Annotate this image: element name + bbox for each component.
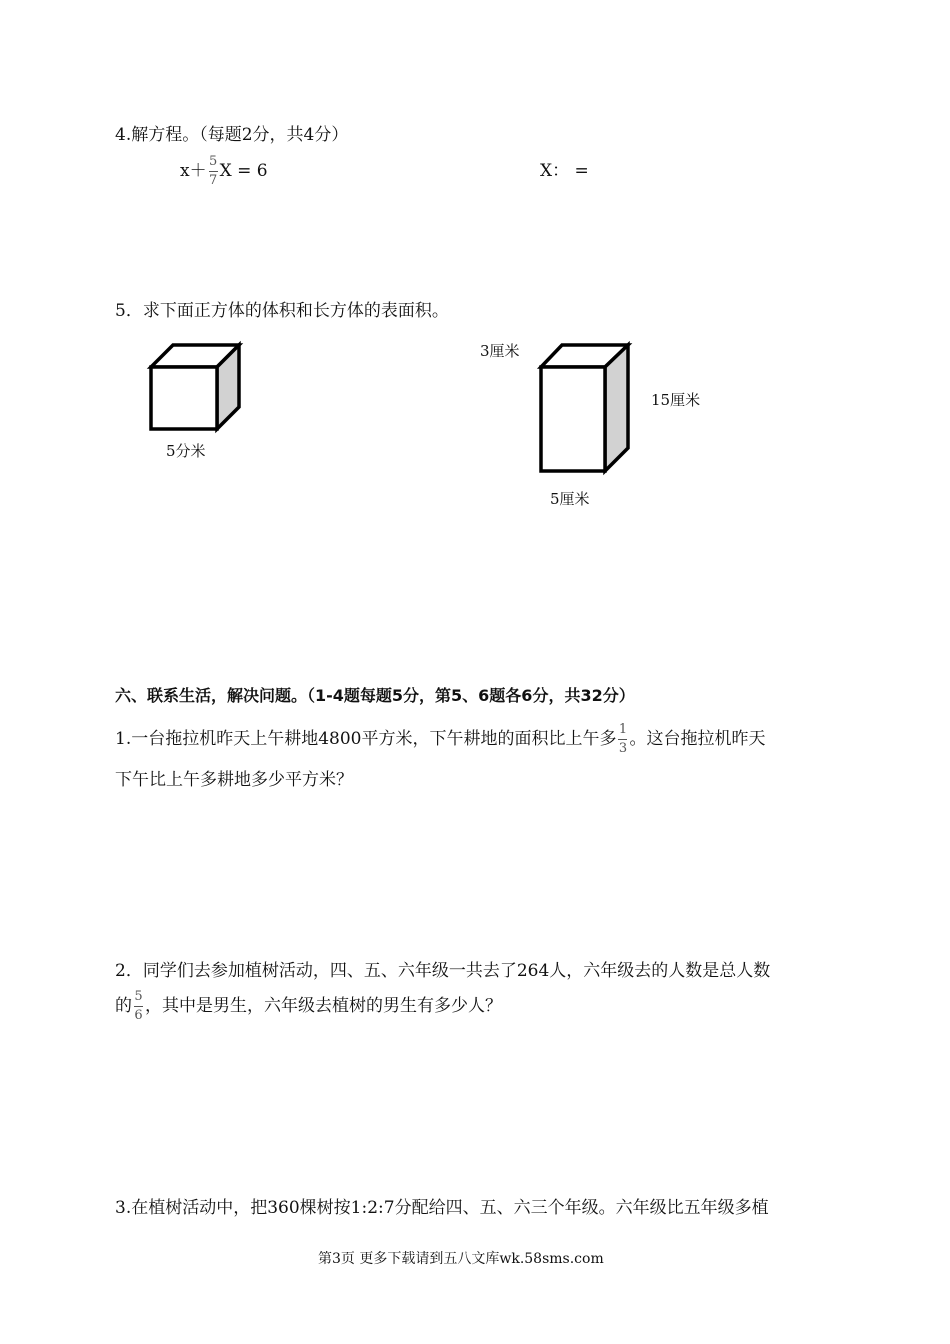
problem-2-text-b: ，其中是男生，六年级去植树的男生有多少人？ (145, 996, 502, 1016)
problem-2-line-2 (115, 990, 502, 1023)
problem-1-line-2: 下午比上午多耕地多少平方米？ (115, 770, 353, 790)
q4-heading: 4.解方程。（每题2分，共4分） (115, 125, 349, 145)
problem-2-fraction (134, 990, 143, 1023)
problem-1-text-b: 。这台拖拉机昨天 (629, 729, 766, 749)
p1-frac-denominator: 3 (618, 741, 628, 756)
cube-label: 5分米 (166, 442, 206, 460)
cuboid-bottom-label: 5厘米 (550, 490, 590, 508)
p1-frac-numerator: 1 (618, 722, 628, 737)
problem-1-text-a: 1.一台拖拉机昨天上午耕地4800平方米，下午耕地的面积比上午多 (115, 729, 617, 749)
cuboid-figure (540, 343, 640, 478)
eq1-fraction (209, 155, 218, 188)
section-6-heading: 六、联系生活，解决问题。（1-4题每题5分，第5、6题各6分，共32分） (115, 686, 635, 705)
q5-heading: 5．求下面正方体的体积和长方体的表面积。 (115, 301, 449, 321)
cuboid-top-label: 3厘米 (480, 342, 520, 360)
p2-frac-denominator: 6 (134, 1008, 143, 1023)
problem-2-line-1: 2．同学们去参加植树活动，四、五、六年级一共去了264人，六年级去的人数是总人数 (115, 961, 771, 981)
q4-equation-1 (180, 155, 268, 188)
cube-figure (150, 340, 250, 435)
problem-1-line-1 (115, 723, 765, 756)
eq1-frac-denominator: 7 (208, 173, 218, 188)
problem-2-text-a: 的 (115, 996, 132, 1016)
eq1-frac-numerator: 5 (208, 154, 218, 169)
eq1-right: X = 6 (219, 161, 268, 181)
p2-frac-numerator: 5 (134, 989, 143, 1004)
problem-1-fraction (618, 723, 627, 756)
problem-3-line-1: 3.在植树活动中，把360棵树按1:2:7分配给四、五、六三个年级。六年级比五年级多植 (115, 1198, 769, 1218)
q4-equation-2: X： = (540, 161, 589, 181)
eq1-left: x＋ (180, 161, 207, 181)
cuboid-side-label: 15厘米 (651, 391, 701, 409)
page-footer: 第3页 更多下载请到五八文库wk.58sms.com (318, 1251, 604, 1267)
